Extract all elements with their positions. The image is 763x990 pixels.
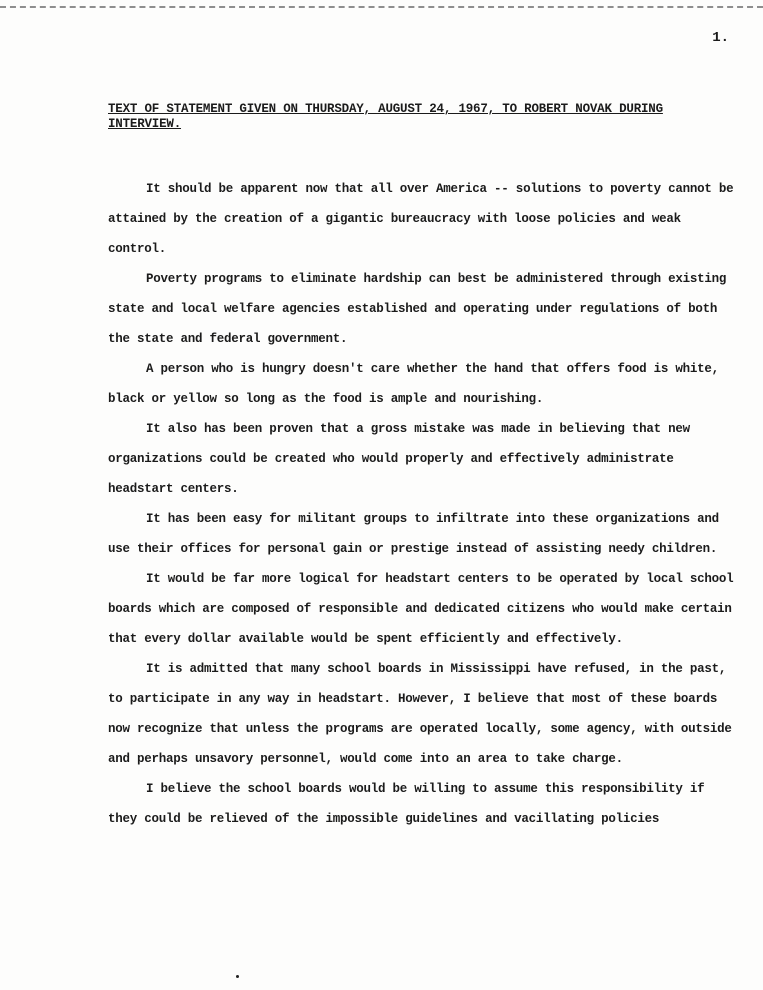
paragraph-3: A person who is hungry doesn't care whether the hand that offers food is white, black or yellow so long as the food is ample and nourishing. (108, 362, 719, 406)
ink-speck (236, 975, 239, 978)
page-number: 1. (712, 30, 729, 46)
paragraph-7: It is admitted that many school boards in Mississippi have refused, in the past, to participate in any way in headstart. However, I believe that most of these boards now recognize that unless the programs are operated locally, some agency, with outside and perhaps unsavory personnel, would come into an area to take charge. (108, 662, 732, 766)
statement-heading: TEXT OF STATEMENT GIVEN ON THURSDAY, AUGUST 24, 1967, TO ROBERT NOVAK DURING INTERVIEW. (108, 102, 663, 131)
page-top-edge (0, 0, 763, 8)
paragraph-5: It has been easy for militant groups to infiltrate into these organizations and use their offices for personal gain or prestige instead of assisting needy children. (108, 512, 719, 556)
paragraph-4: It also has been proven that a gross mistake was made in believing that new organizations could be created who would properly and effectively administrate headstart centers. (108, 422, 690, 496)
paragraph-2: Poverty programs to eliminate hardship can best be administered through existing state and local welfare agencies established and operating under regulations of both the state and federal government. (108, 272, 727, 346)
paragraph-1: It should be apparent now that all over America -- solutions to poverty cannot be attained by the creation of a gigantic bureaucracy with loose policies and weak control. (108, 182, 734, 256)
paragraph-8: I believe the school boards would be willing to assume this responsibility if they could be relieved of the impossible guidelines and vacillating policies (108, 782, 705, 826)
paragraph-6: It would be far more logical for headstart centers to be operated by local school boards which are composed of responsible and dedicated citizens who would make certain that every dollar available would be spent efficiently and effectively. (108, 572, 734, 646)
statement-body (108, 174, 738, 834)
